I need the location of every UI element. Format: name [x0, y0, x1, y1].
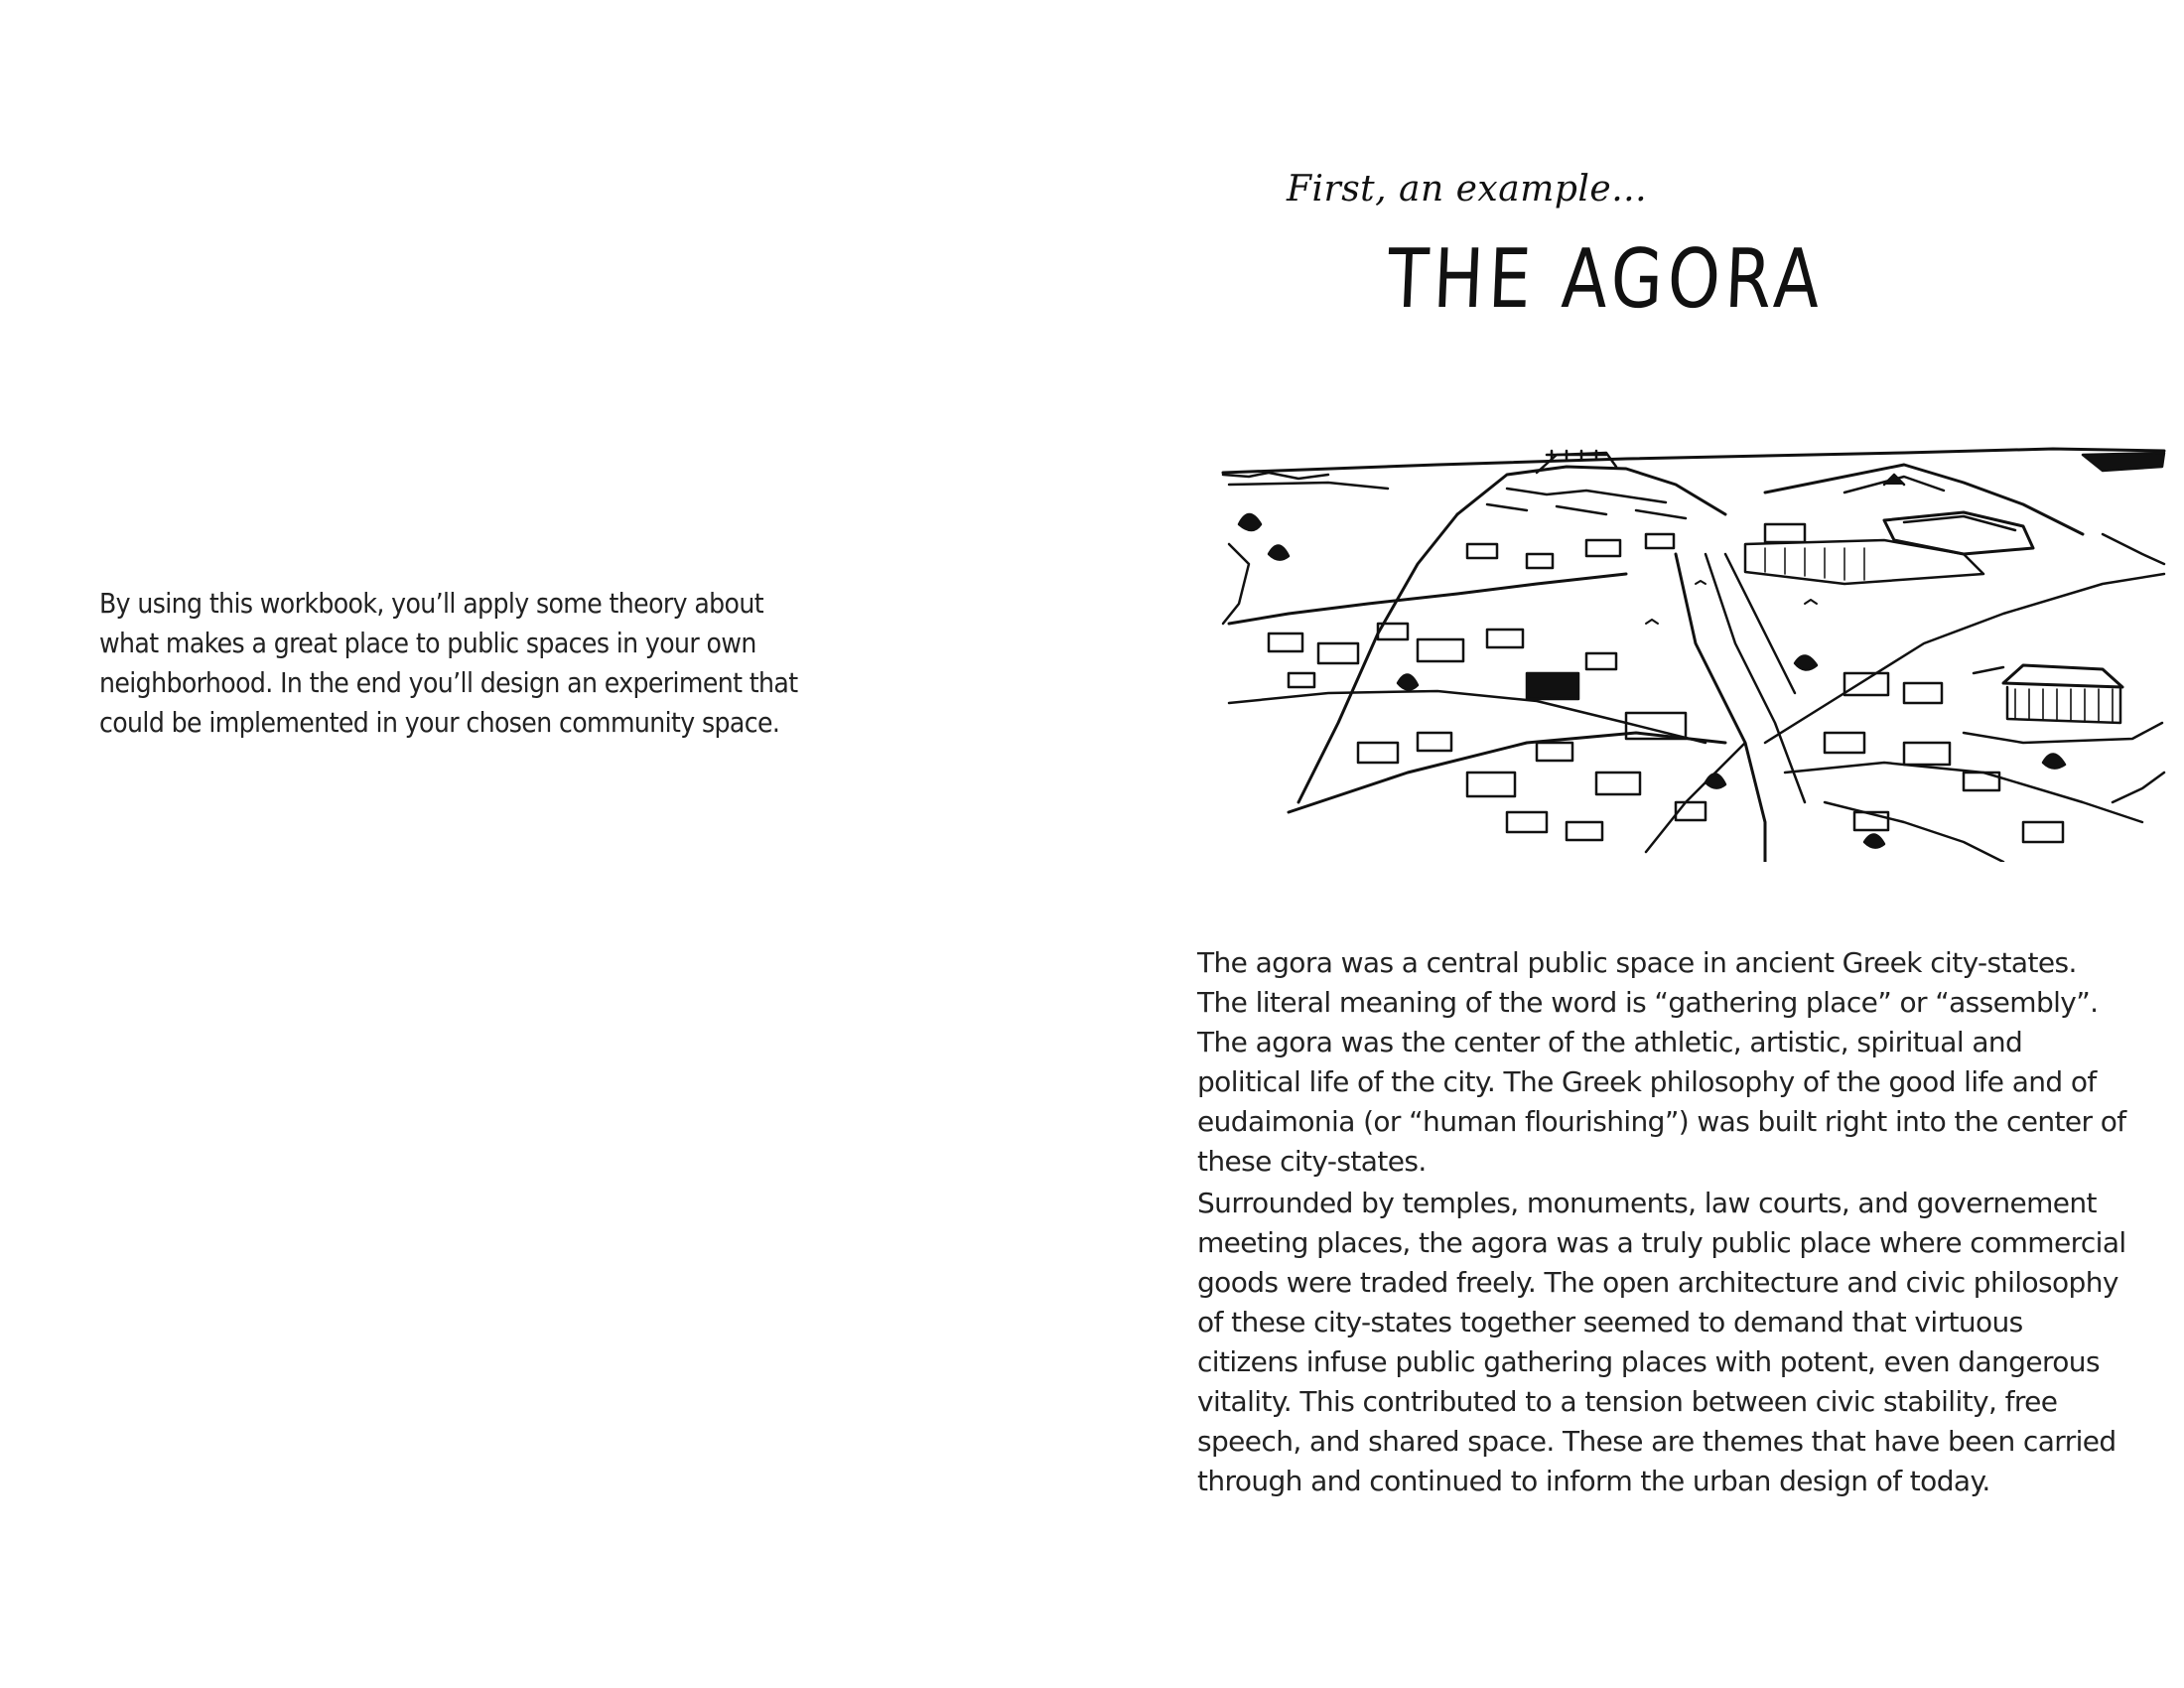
intro-paragraph: By using this workbook, you’ll apply some theory about what makes a great place to public spaces in your own neighborhood. In the end you’ll design an experiment that could be implemented in your chosen community space.	[99, 587, 798, 739]
kicker-text: First, an example...	[1287, 169, 1648, 210]
body-paragraph-2: Surrounded by temples, monuments, law courts, and governement meeting places, the agora was a truly public place where commercial goods were traded freely. The open architecture and civic philosophy of these city-states together seemed to demand that virtuous citizens infuse public gathering places with potent, even dangerous vitality. This contributed to a tension between civic stability, free speech, and shared space. These are themes that have been carried through and continued to inform the urban design of today.	[1197, 1187, 2126, 1497]
agora-aerial-sketch-icon	[1209, 445, 2170, 862]
body-paragraph-1: The agora was a central public space in ancient Greek city-states. The literal meaning of the word is “gathering place” or “assembly”. The agora was the center of the athletic, artistic, spiritual and political life of the city. The Greek philosophy of the good life and of eudaimonia (or “human flourishing”) was built right into the center of these city-states.	[1197, 946, 2126, 1178]
page-title: THE AGORA	[1385, 232, 1827, 327]
right-page	[1092, 0, 2184, 1688]
